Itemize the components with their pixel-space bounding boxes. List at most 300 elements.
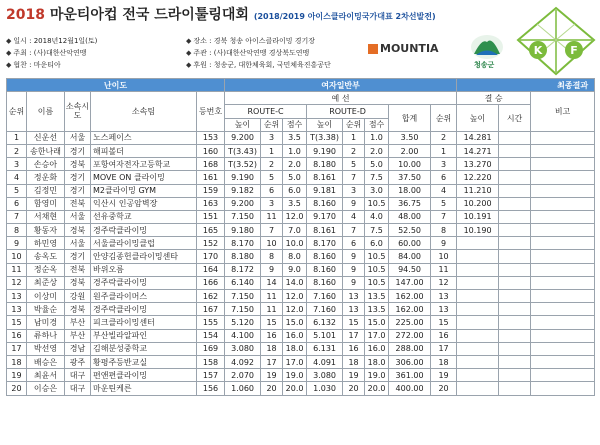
cell-d-height: 8.160: [307, 197, 343, 210]
col-d-rank: 순위: [343, 118, 365, 131]
cell-team: 황평주등반교실: [91, 355, 197, 368]
cell-rank: 11: [7, 263, 27, 276]
cell-bib: 160: [197, 144, 225, 157]
cell-note: [531, 237, 595, 250]
cell-d-score: 17.0: [365, 329, 389, 342]
col-c-rank: 순위: [261, 118, 283, 131]
cell-bib: 169: [197, 342, 225, 355]
diamond-icon: ◆: [186, 49, 192, 57]
cell-final-height: [457, 369, 499, 382]
col-c-score: 점수: [283, 118, 307, 131]
cell-region: 경기: [65, 250, 91, 263]
cell-final-height: [457, 263, 499, 276]
col-region: 소속시도: [65, 92, 91, 132]
cell-d-score: 16.0: [365, 342, 389, 355]
cell-d-height: 4.091: [307, 355, 343, 368]
cell-note: [531, 290, 595, 303]
cell-c-rank: 7: [261, 224, 283, 237]
cell-d-height: 6.131: [307, 342, 343, 355]
table-row: [7, 276, 595, 289]
cell-final-height: 10.200: [457, 197, 499, 210]
cell-final-height: [457, 250, 499, 263]
cell-bib: 166: [197, 276, 225, 289]
cell-c-height: 9.182: [225, 184, 261, 197]
table-row: [7, 382, 595, 395]
cell-c-rank: 8: [261, 250, 283, 263]
cell-d-score: 18.0: [365, 355, 389, 368]
cell-d-height: 3.080: [307, 369, 343, 382]
cell-d-height: 8.161: [307, 171, 343, 184]
cell-name: 김정민: [27, 184, 65, 197]
cell-bib: 155: [197, 316, 225, 329]
kf-logo-f: F: [570, 44, 578, 57]
table-row: [7, 369, 595, 382]
cell-name: 류하나: [27, 329, 65, 342]
cell-rank: 4: [7, 171, 27, 184]
cell-note: [531, 303, 595, 316]
cell-region: 광주: [65, 355, 91, 368]
cell-team: 서울클라이밍클럽: [91, 237, 197, 250]
cell-bib: 158: [197, 355, 225, 368]
cell-d-rank: 5: [343, 158, 365, 171]
cell-c-score: 10.0: [283, 237, 307, 250]
cell-note: [531, 382, 595, 395]
cell-c-height: 8.172: [225, 263, 261, 276]
cell-c-height: 4.100: [225, 329, 261, 342]
title-main: 마운티아컵 전국 드라이툴링대회: [49, 7, 249, 23]
cell-c-score: 15.0: [283, 316, 307, 329]
cell-c-height: 8.180: [225, 250, 261, 263]
cell-prelim-rank: 5: [431, 197, 457, 210]
cell-bib: 151: [197, 210, 225, 223]
cell-prelim-rank: 12: [431, 276, 457, 289]
col-name: 이름: [27, 92, 65, 132]
cell-region: 경북: [65, 276, 91, 289]
cell-team: 원주클라이머스: [91, 290, 197, 303]
cell-final-time: [499, 144, 531, 157]
col-route-c: ROUTE-C: [225, 105, 307, 118]
info-left: [6, 35, 97, 71]
cell-total: 225.00: [389, 316, 431, 329]
cell-team: 경주락클라이밍: [91, 276, 197, 289]
table-row: [7, 171, 595, 184]
cell-total: 3.50: [389, 131, 431, 144]
cell-c-rank: 18: [261, 342, 283, 355]
cell-final-height: 13.270: [457, 158, 499, 171]
cell-region: 경남: [65, 342, 91, 355]
cell-d-height: 5.101: [307, 329, 343, 342]
col-prelim: 예 선: [225, 92, 457, 105]
page-title: [6, 4, 436, 24]
diamond-icon: ◆: [186, 37, 192, 45]
table-row: [7, 237, 595, 250]
cell-prelim-rank: 13: [431, 303, 457, 316]
cheongsong-logo-icon: [470, 34, 504, 60]
cell-name: 손승아: [27, 158, 65, 171]
cell-name: 하민영: [27, 237, 65, 250]
cell-final-time: [499, 369, 531, 382]
cell-d-score: 5.0: [365, 158, 389, 171]
cell-rank: 2: [7, 144, 27, 157]
cell-team: 경주락클라이밍: [91, 224, 197, 237]
cell-bib: 165: [197, 224, 225, 237]
cell-team: 안양김종헌클라이밍센타: [91, 250, 197, 263]
cell-name: 박선영: [27, 342, 65, 355]
cell-c-height: 7.150: [225, 303, 261, 316]
cell-name: 남미경: [27, 316, 65, 329]
col-final-time: 시간: [499, 105, 531, 131]
cell-final-height: [457, 329, 499, 342]
cell-bib: 153: [197, 131, 225, 144]
cell-rank: 18: [7, 355, 27, 368]
cell-region: 경기: [65, 144, 91, 157]
cell-d-rank: 2: [343, 144, 365, 157]
cell-c-height: 5.120: [225, 316, 261, 329]
cell-total: 306.00: [389, 355, 431, 368]
cell-c-height: 1.060: [225, 382, 261, 395]
cell-name: 신운선: [27, 131, 65, 144]
diamond-icon: ◆: [186, 61, 192, 69]
cell-d-height: 6.132: [307, 316, 343, 329]
cell-c-rank: 15: [261, 316, 283, 329]
cell-team: 포항여자전자고등학교: [91, 158, 197, 171]
info-organizer: ◆ 주관 : (사)대한산악연맹 경상북도연맹: [186, 49, 310, 57]
cell-final-height: [457, 382, 499, 395]
cell-prelim-rank: 6: [431, 171, 457, 184]
cell-name: 정운화: [27, 171, 65, 184]
cell-d-score: 3.0: [365, 184, 389, 197]
cell-region: 대구: [65, 382, 91, 395]
cell-prelim-rank: 11: [431, 263, 457, 276]
cell-d-score: 20.0: [365, 382, 389, 395]
cell-d-height: 1.030: [307, 382, 343, 395]
cell-final-height: 10.191: [457, 210, 499, 223]
table-row: [7, 303, 595, 316]
cell-d-rank: 17: [343, 329, 365, 342]
cell-d-rank: 7: [343, 171, 365, 184]
cell-final-time: [499, 329, 531, 342]
table-row: [7, 290, 595, 303]
cell-c-rank: 9: [261, 263, 283, 276]
cell-total: 147.00: [389, 276, 431, 289]
cell-c-height: 8.170: [225, 237, 261, 250]
cell-note: [531, 276, 595, 289]
cell-team: 부산빌라알파인: [91, 329, 197, 342]
band-division: 여자일반부: [225, 79, 457, 92]
cell-team: 편앤편클라이밍: [91, 369, 197, 382]
cell-rank: 10: [7, 250, 27, 263]
cheongsong-label: 청송군: [474, 61, 495, 69]
cell-c-rank: 11: [261, 210, 283, 223]
title-year: 2018: [6, 7, 45, 23]
cell-bib: 163: [197, 197, 225, 210]
cell-name: 황동자: [27, 224, 65, 237]
table-row: [7, 355, 595, 368]
cell-d-score: 7.5: [365, 171, 389, 184]
col-final: 결 승: [457, 92, 531, 105]
cell-bib: 156: [197, 382, 225, 395]
cell-prelim-rank: 17: [431, 342, 457, 355]
cell-prelim-rank: 13: [431, 290, 457, 303]
cell-team: 선유중학교: [91, 210, 197, 223]
cell-note: [531, 131, 595, 144]
cell-prelim-rank: 20: [431, 382, 457, 395]
cell-bib: 167: [197, 303, 225, 316]
cell-final-time: [499, 316, 531, 329]
cell-final-time: [499, 250, 531, 263]
cell-final-height: [457, 303, 499, 316]
cell-team: M2클라이밍 GYM: [91, 184, 197, 197]
cell-team: 피크클라이밍센터: [91, 316, 197, 329]
cell-rank: 13: [7, 303, 27, 316]
cell-rank: 3: [7, 158, 27, 171]
cell-total: 84.00: [389, 250, 431, 263]
cell-final-time: [499, 263, 531, 276]
cell-c-score: 19.0: [283, 369, 307, 382]
cell-c-score: 18.0: [283, 342, 307, 355]
cell-d-height: 8.160: [307, 250, 343, 263]
table-row: [7, 131, 595, 144]
cell-final-time: [499, 158, 531, 171]
cell-c-score: 12.0: [283, 303, 307, 316]
cell-final-time: [499, 131, 531, 144]
cell-region: 전북: [65, 263, 91, 276]
cell-d-height: 8.180: [307, 158, 343, 171]
cell-d-rank: 4: [343, 210, 365, 223]
cell-bib: 154: [197, 329, 225, 342]
table-row: [7, 210, 595, 223]
cell-prelim-rank: 18: [431, 355, 457, 368]
cell-c-rank: 14: [261, 276, 283, 289]
cell-region: 서울: [65, 237, 91, 250]
cell-c-height: 9.200: [225, 197, 261, 210]
table-row: [7, 342, 595, 355]
cell-team: MOVE ON 클라이밍: [91, 171, 197, 184]
cell-total: 52.50: [389, 224, 431, 237]
cell-region: 경북: [65, 303, 91, 316]
cell-team: 바위오름: [91, 263, 197, 276]
title-subtitle: (2018/2019 아이스클라이밍국가대표 2차선발전): [253, 12, 436, 21]
cell-prelim-rank: 3: [431, 158, 457, 171]
table-row: [7, 197, 595, 210]
cell-final-time: [499, 171, 531, 184]
cell-c-height: 3.080: [225, 342, 261, 355]
cell-final-height: [457, 316, 499, 329]
col-note: 비고: [531, 92, 595, 132]
table-row: [7, 158, 595, 171]
cell-team: 마운틴케른: [91, 382, 197, 395]
cell-rank: 19: [7, 369, 27, 382]
cell-rank: 7: [7, 210, 27, 223]
cell-total: 18.00: [389, 184, 431, 197]
band-difficulty: 난이도: [7, 79, 225, 92]
cell-region: 부산: [65, 329, 91, 342]
cell-c-score: 1.0: [283, 144, 307, 157]
cell-final-height: [457, 355, 499, 368]
cell-d-score: 7.5: [365, 224, 389, 237]
results-table: [6, 78, 595, 396]
table-row: [7, 184, 595, 197]
cell-final-time: [499, 290, 531, 303]
cell-d-height: 8.160: [307, 263, 343, 276]
cell-rank: 8: [7, 224, 27, 237]
cell-name: 최윤서: [27, 369, 65, 382]
table-row: [7, 316, 595, 329]
cell-rank: 12: [7, 276, 27, 289]
cell-d-height: 9.190: [307, 144, 343, 157]
cell-team: 김해분성중학교: [91, 342, 197, 355]
cell-d-score: 6.0: [365, 237, 389, 250]
cell-d-score: 19.0: [365, 369, 389, 382]
cell-region: 강원: [65, 290, 91, 303]
cell-d-score: 4.0: [365, 210, 389, 223]
cell-name: 서채현: [27, 210, 65, 223]
cell-team: 해피볼더: [91, 144, 197, 157]
cell-c-score: 3.5: [283, 131, 307, 144]
cell-rank: 17: [7, 342, 27, 355]
cell-c-height: T(3.43): [225, 144, 261, 157]
cell-final-height: 11.210: [457, 184, 499, 197]
cell-note: [531, 329, 595, 342]
cell-d-rank: 9: [343, 250, 365, 263]
col-total: 합계: [389, 105, 431, 131]
cell-prelim-rank: 1: [431, 144, 457, 157]
cell-c-score: 2.0: [283, 158, 307, 171]
table-row: [7, 263, 595, 276]
cell-total: 36.75: [389, 197, 431, 210]
mountia-mark-icon: [368, 44, 378, 54]
cell-region: 경북: [65, 158, 91, 171]
cell-region: 서울: [65, 210, 91, 223]
cell-d-rank: 19: [343, 369, 365, 382]
cell-note: [531, 210, 595, 223]
cell-rank: 9: [7, 237, 27, 250]
cell-name: 송옥도: [27, 250, 65, 263]
cell-bib: 170: [197, 250, 225, 263]
cell-final-time: [499, 276, 531, 289]
cell-total: 162.00: [389, 290, 431, 303]
cell-d-rank: 18: [343, 355, 365, 368]
cell-name: 배승은: [27, 355, 65, 368]
cell-c-height: 2.070: [225, 369, 261, 382]
info-right: [186, 35, 331, 71]
kf-logo-k: K: [533, 44, 543, 57]
cell-region: 대구: [65, 369, 91, 382]
cell-final-time: [499, 382, 531, 395]
cell-final-height: 14.281: [457, 131, 499, 144]
cell-d-rank: 9: [343, 276, 365, 289]
cell-note: [531, 355, 595, 368]
cell-c-height: 9.190: [225, 171, 261, 184]
cell-final-height: [457, 276, 499, 289]
cell-c-height: 6.140: [225, 276, 261, 289]
cell-note: [531, 184, 595, 197]
cell-c-rank: 3: [261, 197, 283, 210]
cell-team: 경주락클라이밍: [91, 303, 197, 316]
col-c-height: 높이: [225, 118, 261, 131]
cell-d-score: 10.5: [365, 197, 389, 210]
cell-final-height: [457, 342, 499, 355]
cell-c-score: 6.0: [283, 184, 307, 197]
cell-d-rank: 7: [343, 224, 365, 237]
cell-d-score: 15.0: [365, 316, 389, 329]
cell-prelim-rank: 10: [431, 250, 457, 263]
cell-c-score: 8.0: [283, 250, 307, 263]
cell-bib: 157: [197, 369, 225, 382]
col-team: 소속팀: [91, 92, 197, 132]
cell-name: 이승은: [27, 382, 65, 395]
cell-prelim-rank: 19: [431, 369, 457, 382]
cell-final-time: [499, 197, 531, 210]
cell-final-time: [499, 237, 531, 250]
col-bib: 등번호: [197, 92, 225, 132]
cell-final-time: [499, 342, 531, 355]
cell-team: 노스페이스: [91, 131, 197, 144]
cell-d-rank: 1: [343, 131, 365, 144]
cell-c-score: 7.0: [283, 224, 307, 237]
cell-final-height: [457, 237, 499, 250]
cell-c-rank: 19: [261, 369, 283, 382]
cell-bib: 161: [197, 171, 225, 184]
cell-d-height: 8.170: [307, 237, 343, 250]
cell-c-rank: 5: [261, 171, 283, 184]
cell-c-height: 7.150: [225, 290, 261, 303]
cell-name: 함영미: [27, 197, 65, 210]
cell-c-score: 14.0: [283, 276, 307, 289]
cell-name: 박율순: [27, 303, 65, 316]
cell-d-score: 13.5: [365, 290, 389, 303]
col-rank: 순위: [7, 92, 27, 132]
cell-d-score: 10.5: [365, 263, 389, 276]
cell-d-rank: 20: [343, 382, 365, 395]
cell-total: 288.00: [389, 342, 431, 355]
cell-region: 경기: [65, 171, 91, 184]
cell-d-score: 2.0: [365, 144, 389, 157]
kf-logo-icon: [516, 6, 596, 76]
cell-prelim-rank: 4: [431, 184, 457, 197]
cell-c-height: 9.180: [225, 224, 261, 237]
cell-total: 361.00: [389, 369, 431, 382]
cell-c-score: 12.0: [283, 290, 307, 303]
cell-c-score: 20.0: [283, 382, 307, 395]
cell-d-height: 7.160: [307, 290, 343, 303]
cell-bib: 159: [197, 184, 225, 197]
cell-d-height: T(3.38): [307, 131, 343, 144]
cell-c-height: 4.092: [225, 355, 261, 368]
cell-final-height: [457, 290, 499, 303]
cell-d-height: 9.181: [307, 184, 343, 197]
cell-d-rank: 9: [343, 263, 365, 276]
cell-prelim-rank: 16: [431, 329, 457, 342]
table-row: [7, 250, 595, 263]
table-row: [7, 224, 595, 237]
cell-c-rank: 2: [261, 158, 283, 171]
results-body: [7, 131, 595, 395]
cell-name: 정순옥: [27, 263, 65, 276]
cell-rank: 6: [7, 197, 27, 210]
cell-d-height: 7.160: [307, 303, 343, 316]
cell-total: 94.50: [389, 263, 431, 276]
cell-rank: 16: [7, 329, 27, 342]
cell-c-rank: 11: [261, 290, 283, 303]
cell-prelim-rank: 9: [431, 237, 457, 250]
cell-region: 전북: [65, 197, 91, 210]
cell-region: 경북: [65, 224, 91, 237]
cell-d-rank: 9: [343, 197, 365, 210]
cell-c-score: 12.0: [283, 210, 307, 223]
cell-prelim-rank: 2: [431, 131, 457, 144]
cell-total: 400.00: [389, 382, 431, 395]
